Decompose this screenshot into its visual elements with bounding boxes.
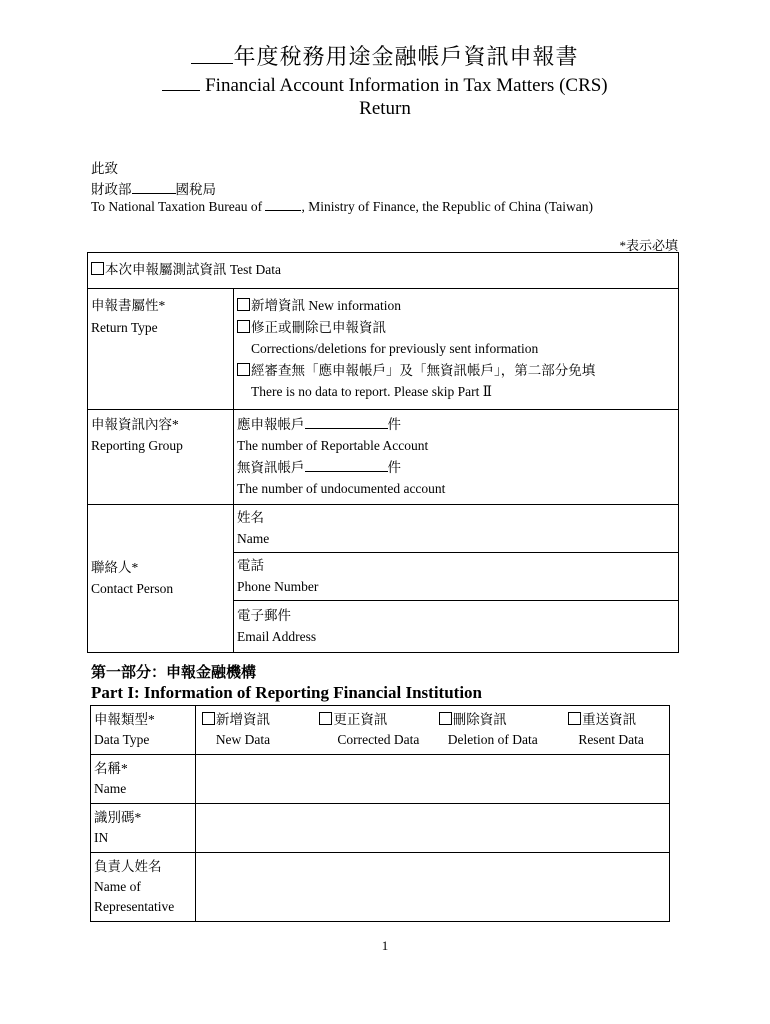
fi-name-label-cn: 名稱* <box>94 761 128 776</box>
new-info-label: 新增資訊 New information <box>251 298 401 313</box>
contact-email-label-cn: 電子郵件 <box>237 607 291 623</box>
data-type-label-cell <box>91 706 196 755</box>
fi-in-label-cell <box>91 804 196 853</box>
contact-name-field[interactable] <box>234 504 679 552</box>
corrected-data-checkbox[interactable] <box>319 712 332 725</box>
undocumented-count-label: The number of undocumented account <box>237 481 446 496</box>
required-note: *表示必填 <box>619 238 678 253</box>
data-type-label-en: Data Type <box>94 732 150 747</box>
fi-name-label-cell <box>91 755 196 804</box>
data-type-options <box>196 706 670 755</box>
contact-label-en: Contact Person <box>91 581 174 596</box>
contact-email-label-en: Email Address <box>237 629 317 644</box>
contact-phone-label-cn: 電話 <box>237 557 264 573</box>
new-data-checkbox[interactable] <box>202 712 215 725</box>
contact-name-label-en: Name <box>237 531 270 546</box>
return-type-options <box>234 289 679 410</box>
representative-label-en1: Name of <box>94 879 141 894</box>
reporting-group-label-cn: 申報資訊內容* <box>91 416 179 432</box>
resent-data-checkbox[interactable] <box>568 712 581 725</box>
deletion-data-checkbox[interactable] <box>439 712 452 725</box>
reporting-group-label-cell <box>88 409 234 504</box>
part1-title-cn: 第一部分：申報金融機構 <box>91 665 257 681</box>
form-title-cn: 年度稅務用途金融帳戶資訊申報書 <box>0 40 770 71</box>
data-type-option-deletion[interactable]: 刪除資訊 Deletion of Data <box>439 710 547 750</box>
representative-label-cn: 負責人姓名 <box>94 859 162 874</box>
reporting-group-label-en: Reporting Group <box>91 438 183 453</box>
data-type-option-new[interactable]: 新增資訊 New Data <box>202 710 284 750</box>
page-number: 1 <box>381 938 389 953</box>
test-data-label: 本次申報屬測試資訊 Test Data <box>105 262 282 277</box>
address-line3: To National Taxation Bureau of , Ministry of Finance, the Republic of China (Taiwan) <box>91 199 593 214</box>
correction-label-cn: 修正或刪除已申報資訊 <box>251 319 386 335</box>
fi-in-label-en: IN <box>94 830 109 845</box>
address-line2: 財政部 國稅局 <box>91 182 216 197</box>
undocumented-count-blank[interactable] <box>305 458 388 472</box>
year-blank[interactable] <box>191 43 233 64</box>
reporting-fi-table <box>90 705 670 922</box>
form-title-en: Financial Account Information in Tax Matters (CRS) <box>0 74 770 97</box>
contact-phone-label-en: Phone Number <box>237 579 319 594</box>
return-type-label-cn: 申報書屬性* <box>91 298 166 313</box>
contact-email-field[interactable] <box>234 600 679 652</box>
reportable-count-label: The number of Reportable Account <box>237 438 429 453</box>
representative-label-cell <box>91 853 196 922</box>
test-data-checkbox[interactable] <box>91 262 104 275</box>
return-info-table <box>87 252 679 653</box>
no-data-checkbox[interactable] <box>237 363 250 376</box>
contact-label-cell <box>88 504 234 652</box>
year-blank-en[interactable] <box>162 74 200 91</box>
new-info-checkbox[interactable] <box>237 298 250 311</box>
part1-title-en: Part I: Information of Reporting Financial Institution <box>91 683 482 702</box>
correction-checkbox[interactable] <box>237 320 250 333</box>
reportable-count-blank[interactable] <box>305 415 388 429</box>
correction-label-en: Corrections/deletions for previously sent information <box>251 341 539 356</box>
data-type-option-resent[interactable]: 重送資訊 Resent Data <box>568 710 654 750</box>
contact-phone-field[interactable] <box>234 552 679 600</box>
data-type-option-corrected[interactable]: 更正資訊 Corrected Data <box>319 710 437 750</box>
bureau-blank[interactable] <box>132 180 176 194</box>
contact-label-cn: 聯絡人* <box>91 559 139 575</box>
fi-name-label-en: Name <box>94 781 127 796</box>
no-data-label-cn: 經審查無「應申報帳戶」及「無資訊帳戶」，第二部分免填 <box>251 362 596 378</box>
representative-field[interactable] <box>196 853 670 922</box>
bureau-blank-en[interactable] <box>265 197 301 211</box>
return-type-label-cell <box>88 289 234 410</box>
fi-in-label-cn: 識別碼* <box>94 810 142 825</box>
fi-name-field[interactable] <box>196 755 670 804</box>
test-data-row <box>88 253 679 289</box>
representative-label-en2: Representative <box>94 899 175 914</box>
fi-in-field[interactable] <box>196 804 670 853</box>
return-type-label-en: Return Type <box>91 319 158 335</box>
form-title-en-line2: Return <box>359 98 411 119</box>
no-data-label-en: There is no data to report. Please skip Part Ⅱ <box>251 384 492 399</box>
contact-name-label-cn: 姓名 <box>237 509 264 525</box>
data-type-label-cn: 申報類型* <box>94 712 155 727</box>
address-line1: 此致 <box>91 161 118 176</box>
reporting-group-fields: 應申報帳戶 件 The number of Reportable Account 無資訊帳戶 件 The number of undocumented account <box>234 409 679 504</box>
